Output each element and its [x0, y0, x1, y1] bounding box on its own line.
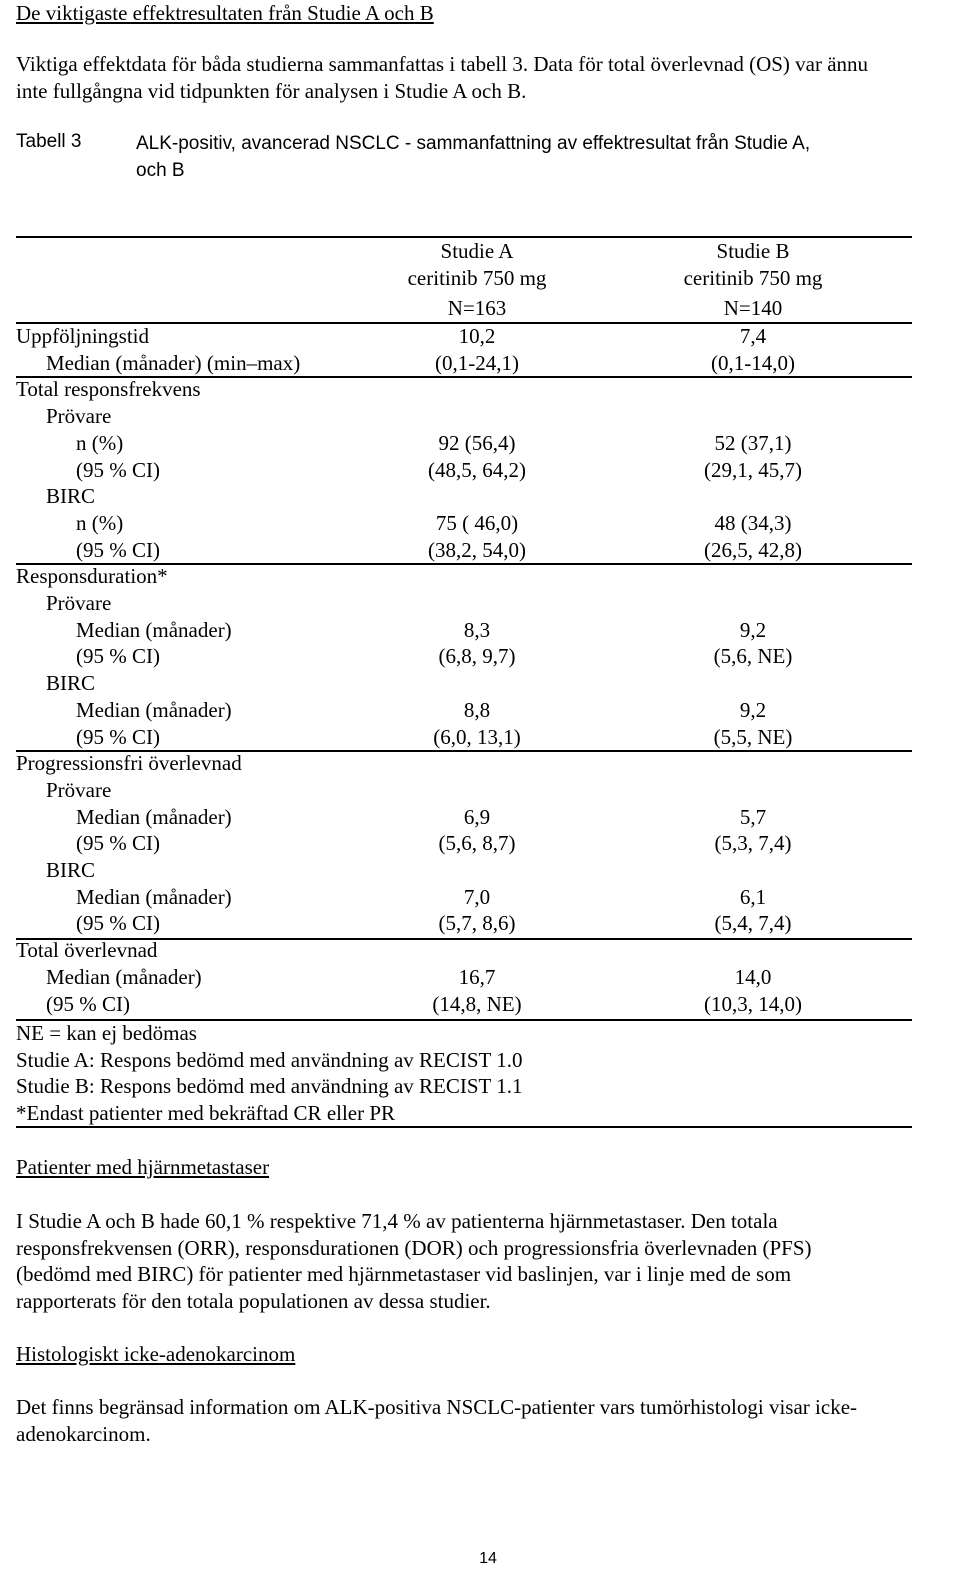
col-a-n: N=163 [447, 296, 507, 320]
paragraph-line: Det finns begränsad information om ALK-positiva NSCLC-patienter vars tumörhistologi visar icke- [16, 1395, 858, 1419]
paragraph-line: I Studie A och B hade 60,1 % respektive 71,4 % av patienterna hjärnmetastaser. Den totala [16, 1209, 778, 1233]
brain-mets-paragraph [16, 1208, 812, 1314]
cell-studie-a: (6,0, 13,1) [433, 724, 521, 749]
cell-studie-b: 9,2 [739, 617, 767, 642]
intro-paragraph [16, 51, 868, 104]
cell-studie-a: (48,5, 64,2) [428, 457, 526, 482]
table-caption-line: ALK-positiv, avancerad NSCLC - sammanfattning av effektresultat från Studie A, [136, 133, 811, 154]
footnote: *Endast patienter med bekräftad CR eller PR [16, 1100, 396, 1125]
cell-studie-b: (29,1, 45,7) [704, 457, 802, 482]
section-title: De viktigaste effektresultaten från Studie A och B [16, 1, 434, 25]
cell-studie-a: 10,2 [458, 324, 496, 348]
col-b-name: Studie B [716, 239, 790, 263]
cell-studie-b: (5,4, 7,4) [714, 911, 792, 936]
row-label: Total överlevnad [16, 938, 158, 963]
cell-studie-a: 8,8 [463, 697, 491, 722]
row-label: (95 % CI) [76, 724, 160, 749]
row-label: (95 % CI) [76, 457, 160, 482]
row-label: Median (månader) (min–max) [46, 350, 301, 375]
col-b-n: N=140 [723, 296, 783, 320]
row-label: (95 % CI) [46, 991, 130, 1016]
row-label: Prövare [46, 404, 112, 429]
row-label: Total responsfrekvens [16, 377, 201, 402]
footnote: Studie B: Respons bedömd med användning av RECIST 1.1 [16, 1074, 523, 1099]
row-label: n (%) [76, 510, 124, 535]
row-label: n (%) [76, 430, 124, 455]
paragraph-line: (bedömd med BIRC) för patienter med hjärnmetastaser vid baslinjen, var i linje med de som [16, 1262, 792, 1287]
cell-studie-a: 8,3 [463, 617, 491, 642]
cell-studie-b: (10,3, 14,0) [704, 991, 802, 1016]
intro-line: inte fullgångna vid tidpunkten för analysen i Studie A och B. [16, 78, 527, 103]
row-label: (95 % CI) [76, 831, 160, 856]
row-label: Median (månader) [76, 617, 232, 642]
row-label: Prövare [46, 777, 112, 802]
cell-studie-a: (5,6, 8,7) [438, 831, 516, 856]
histology-paragraph [16, 1394, 857, 1447]
cell-studie-a: 75 ( 46,0) [435, 510, 519, 535]
cell-studie-b: (5,3, 7,4) [714, 831, 792, 856]
cell-studie-b: 7,4 [739, 324, 767, 348]
histology-heading: Histologiskt icke-adenokarcinom [16, 1342, 296, 1366]
cell-studie-b: 48 (34,3) [714, 510, 792, 535]
cell-studie-a: 92 (56,4) [438, 430, 516, 455]
paragraph-line: rapporterats för den totala populationen av dessa studier. [16, 1288, 491, 1313]
cell-studie-b: 6,1 [739, 884, 767, 909]
paragraph-line: adenokarcinom. [16, 1421, 151, 1446]
row-label: Uppföljningstid [16, 324, 150, 348]
row-label: Median (månader) [76, 804, 232, 829]
cell-studie-a: (6,8, 9,7) [438, 644, 516, 669]
row-label: BIRC [46, 858, 96, 882]
row-label: (95 % CI) [76, 537, 160, 562]
intro-line: Viktiga effektdata för båda studierna sammanfattas i tabell 3. Data för total överlevnad (OS) var ännu [16, 52, 869, 76]
paragraph-line: responsfrekvensen (ORR), responsdurationen (DOR) och progressionsfria överlevnaden (PFS) [16, 1235, 812, 1260]
cell-studie-b: (26,5, 42,8) [704, 537, 802, 562]
cell-studie-b: (5,6, NE) [713, 644, 793, 669]
col-a-dose: ceritinib 750 mg [407, 266, 547, 290]
cell-studie-a: 16,7 [458, 964, 496, 989]
row-label: BIRC [46, 484, 96, 509]
col-b-dose: ceritinib 750 mg [683, 266, 823, 290]
page-number: 14 [479, 1550, 497, 1567]
cell-studie-b: (5,5, NE) [713, 724, 793, 749]
row-label: (95 % CI) [76, 644, 160, 669]
footnote: Studie A: Respons bedömd med användning av RECIST 1.0 [16, 1047, 523, 1072]
table-label: Tabell 3 [16, 131, 82, 152]
table-footnotes [16, 1020, 523, 1126]
table-caption-line: och B [136, 159, 185, 181]
row-label: Median (månader) [76, 884, 232, 909]
footnote: NE = kan ej bedömas [16, 1021, 197, 1045]
row-label: Median (månader) [76, 697, 232, 722]
cell-studie-b: 14,0 [734, 964, 772, 989]
cell-studie-b: 9,2 [739, 697, 767, 722]
brain-mets-heading: Patienter med hjärnmetastaser [16, 1155, 270, 1179]
cell-studie-b: 52 (37,1) [714, 430, 792, 455]
cell-studie-a: (14,8, NE) [432, 991, 522, 1016]
cell-studie-b: 5,7 [739, 804, 767, 829]
cell-studie-a: 7,0 [463, 884, 491, 909]
row-label: Median (månader) [46, 964, 202, 989]
row-label: (95 % CI) [76, 911, 160, 936]
cell-studie-a: (5,7, 8,6) [438, 911, 516, 936]
table-top-rule [16, 236, 912, 238]
table-caption [136, 131, 810, 184]
col-a-name: Studie A [440, 239, 514, 263]
row-label: Progressionsfri överlevnad [16, 751, 242, 776]
row-label: Prövare [46, 591, 112, 615]
cell-studie-a: (38,2, 54,0) [428, 537, 526, 562]
cell-studie-b: (0,1-14,0) [711, 350, 795, 375]
row-label: Responsduration* [16, 564, 168, 589]
cell-studie-a: (0,1-24,1) [435, 350, 519, 375]
row-label: BIRC [46, 671, 96, 696]
cell-studie-a: 6,9 [463, 804, 491, 829]
